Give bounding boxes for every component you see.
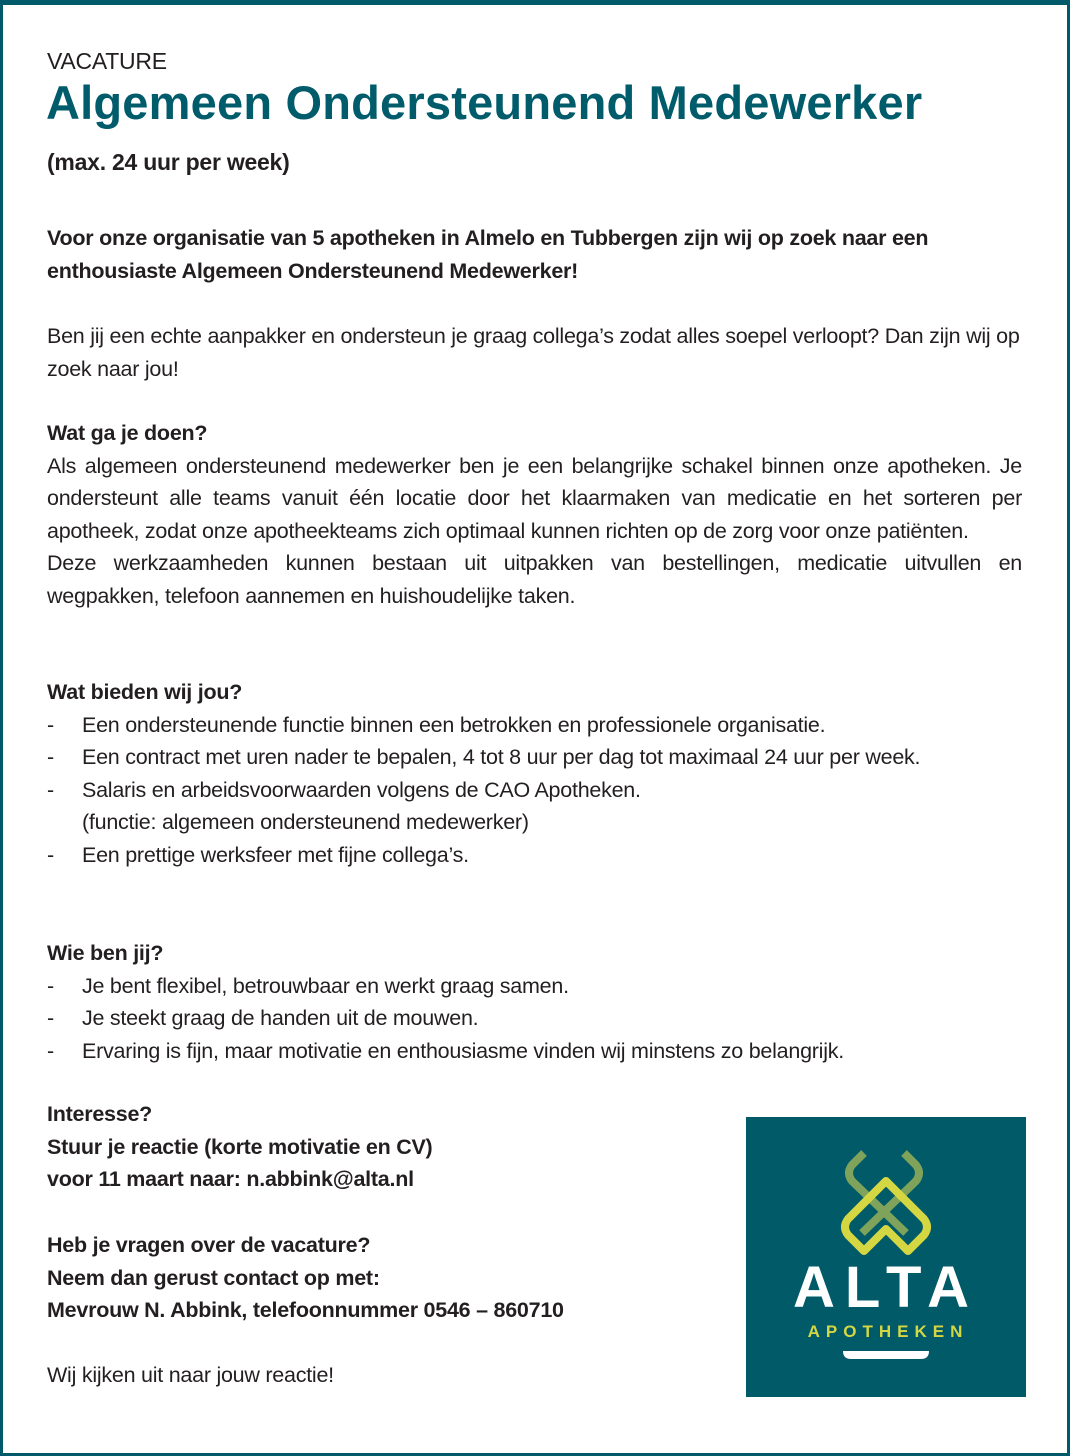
list-item: - Een contract met uren nader te bepalen, 4 tot 8 uur per dag tot maximaal 24 uur per week.	[47, 745, 921, 770]
closing-text: Wij kijken uit naar jouw reactie!	[47, 1363, 334, 1387]
heading-wie: Wie ben jij?	[47, 941, 164, 965]
contact-line: Mevrouw N. Abbink, telefoonnummer 0546 – 860710	[47, 1298, 564, 1323]
interesse-line: Stuur je reactie (korte motivatie en CV)	[47, 1134, 433, 1159]
logo-cross-icon	[746, 1117, 1026, 1397]
list-item: - Ervaring is fijn, maar motivatie en enthousiasme vinden wij minstens zo belangrijk.	[47, 1038, 844, 1063]
heading-doen: Wat ga je doen?	[47, 421, 208, 445]
heading-bieden: Wat bieden wij jou?	[47, 680, 243, 704]
intro-text: Ben jij een echte aanpakker en ondersteun je graag collega’s zodat alles soepel verloopt? Dan zijn wij op zoek naar jou!	[47, 324, 1020, 381]
list-item: - Een prettige werksfeer met fijne collega’s.	[47, 842, 469, 867]
section-wie	[47, 937, 1022, 1067]
vragen-heading: Heb je vragen over de vacature?	[47, 1233, 371, 1257]
svg-text:APOTHEKEN: APOTHEKEN	[807, 1322, 969, 1341]
section-bieden	[47, 676, 1022, 872]
doen-paragraph-2: Deze werkzaamheden kunnen bestaan uit uitpakken van bestellingen, medicatie uitvullen en wegpakken, telefoon aannemen en huishoudelijke taken.	[47, 551, 1022, 608]
list-item: - Je steekt graag de handen uit de mouwen.	[47, 1006, 479, 1031]
intro-bold: Voor onze organisatie van 5 apotheken in Almelo en Tubbergen zijn wij op zoek naar een enthousiaste Algemeen Ondersteunend Medewerker!	[47, 226, 929, 283]
hours-subtitle: (max. 24 uur per week)	[47, 149, 290, 175]
vragen-line: Neem dan gerust contact op met:	[47, 1265, 380, 1290]
vacature-label: VACATURE	[47, 48, 167, 74]
list-item: - Een ondersteunende functie binnen een betrokken en professionele organisatie.	[47, 712, 826, 737]
list-item: - Salaris en arbeidsvoorwaarden volgens de CAO Apotheken. (functie: algemeen ondersteunend medewerker)	[47, 777, 641, 835]
interesse-heading: Interesse?	[47, 1102, 153, 1126]
section-vragen	[47, 1229, 727, 1327]
email-line: voor 11 maart naar: n.abbink@alta.nl	[47, 1167, 414, 1192]
section-interesse	[47, 1098, 727, 1196]
page-title: Algemeen Ondersteunend Medewerker	[46, 76, 923, 129]
svg-text:ALTA: ALTA	[792, 1255, 980, 1320]
doen-paragraph-1: Als algemeen ondersteunend medewerker ben je een belangrijke schakel binnen onze apotheken. Je ondersteunt alle teams vanuit één locatie door het klaarmaken van medicatie en het sorteren per apotheek, zodat onze apotheekteams zich optimaal kunnen richten op de zorg voor onze patiënten.	[47, 453, 1022, 543]
list-item: - Je bent flexibel, betrouwbaar en werkt graag samen.	[47, 973, 569, 998]
section-doen	[47, 417, 1022, 613]
alta-apotheken-logo	[746, 1117, 1026, 1397]
